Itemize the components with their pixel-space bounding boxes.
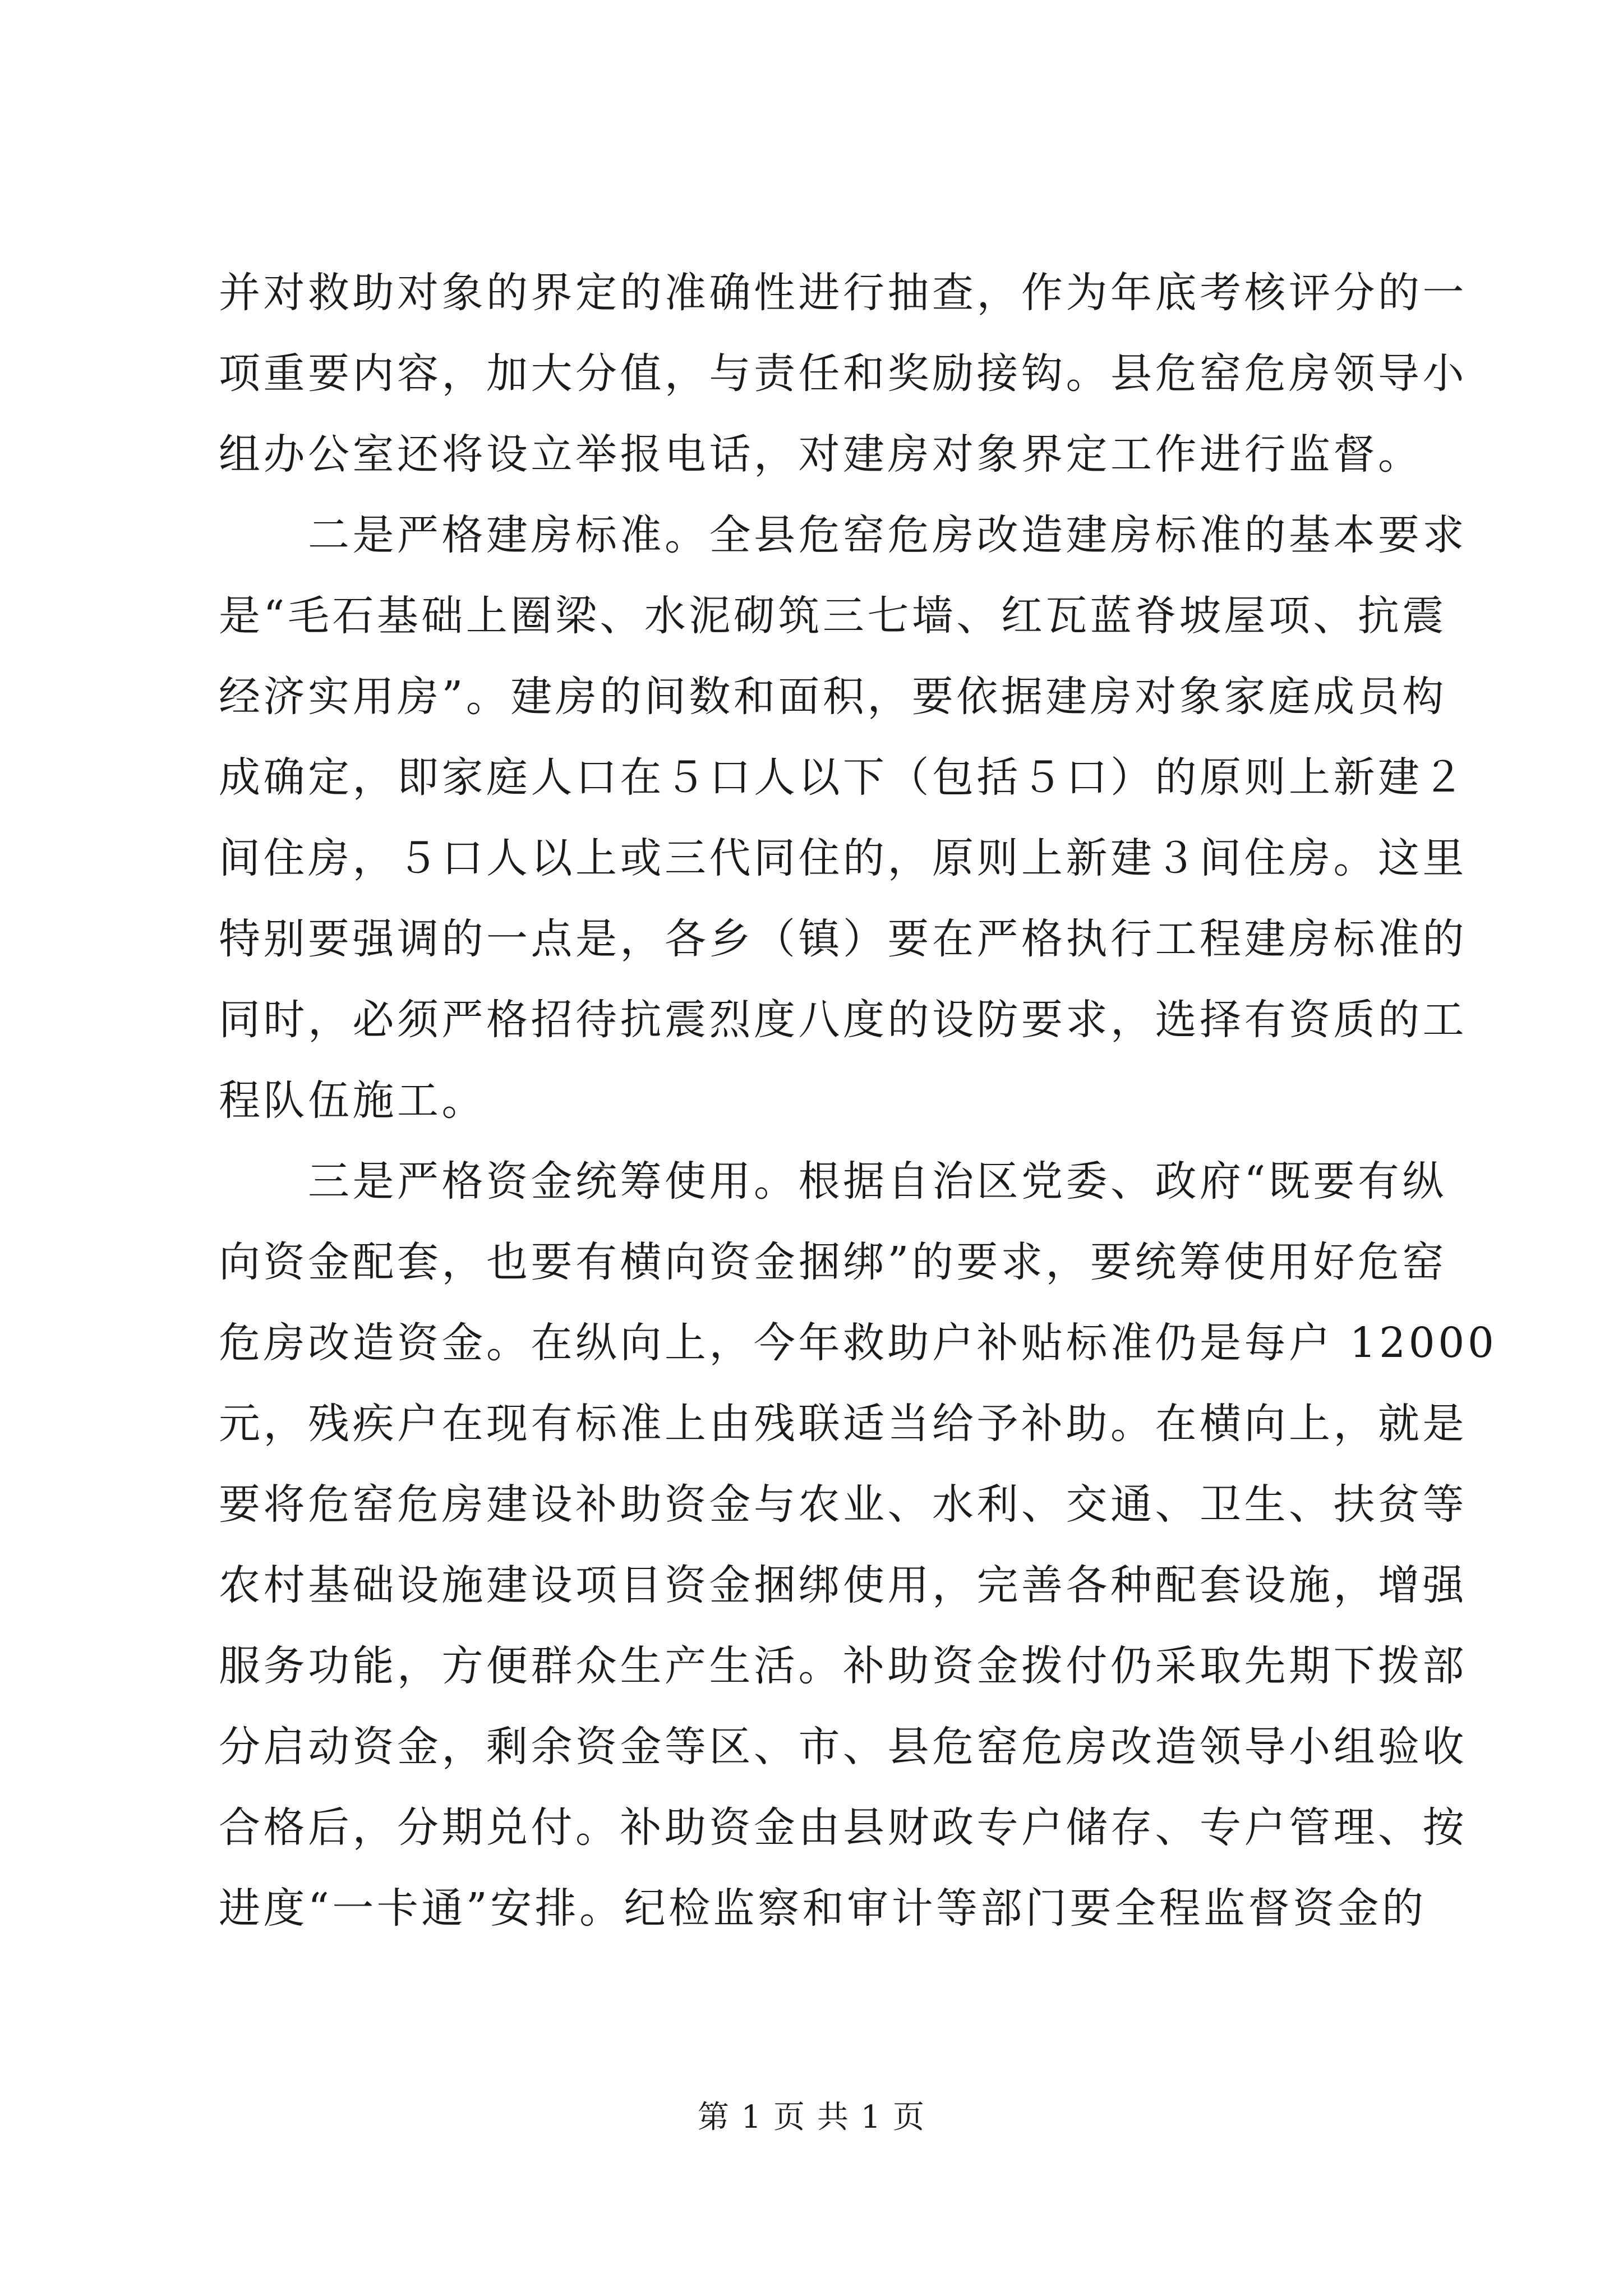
body-line: 经济实用房”。建房的间数和面积，要依据建房对象家庭成员构: [219, 673, 1447, 721]
body-line: 间住房，５口人以上或三代同住的，原则上新建３间住房。这里: [219, 834, 1467, 882]
body-line: 农村基础设施建设项目资金捆绑使用，完善各种配套设施，增强: [219, 1561, 1467, 1609]
body-line: 同时，必须严格招待抗震烈度八度的设防要求，选择有资质的工: [219, 996, 1467, 1044]
body-line: 程队伍施工。: [219, 1076, 486, 1125]
page-footer: 第 1 页 共 1 页: [697, 2099, 926, 2136]
body-line: 合格后，分期兑付。补助资金由县财政专户储存、专户管理、按: [219, 1803, 1467, 1852]
body-line: 成确定，即家庭人口在５口人以下（包括５口）的原则上新建２: [219, 753, 1467, 802]
body-line: 向资金配套，也要有横向资金捆绑”的要求，要统筹使用好危窑: [219, 1238, 1447, 1286]
body-line: 项重要内容，加大分值，与责任和奖励接钩。县危窑危房领导小: [219, 349, 1467, 398]
body-line: 分启动资金，剩余资金等区、市、县危窑危房改造领导小组验收: [219, 1723, 1467, 1771]
body-line: 危房改造资金。在纵向上，今年救助户补贴标准仍是每户 12000: [219, 1319, 1497, 1367]
body-line: 进度“一卡通”安排。纪检监察和审计等部门要全程监督资金的: [219, 1884, 1427, 1932]
body-line: 要将危窑危房建设补助资金与农业、水利、交通、卫生、扶贫等: [219, 1480, 1467, 1529]
body-line: 二是严格建房标准。全县危窑危房改造建房标准的基本要求: [219, 511, 1467, 559]
body-line: 并对救助对象的界定的准确性进行抽查，作为年底考核评分的一: [219, 269, 1467, 317]
body-line: 服务功能，方便群众生产生活。补助资金拨付仍采取先期下拨部: [219, 1642, 1467, 1690]
body-line: 三是严格资金统筹使用。根据自治区党委、政府“既要有纵: [219, 1157, 1447, 1205]
body-line: 元，残疾户在现有标准上由残联适当给予补助。在横向上，就是: [219, 1400, 1467, 1448]
body-line: 是“毛石基础上圈梁、水泥砌筑三七墙、红瓦蓝脊坡屋项、抗震: [219, 592, 1447, 640]
body-line: 组办公室还将设立举报电话，对建房对象界定工作进行监督。: [219, 430, 1423, 478]
body-line: 特别要强调的一点是，各乡（镇）要在严格执行工程建房标准的: [219, 915, 1467, 963]
